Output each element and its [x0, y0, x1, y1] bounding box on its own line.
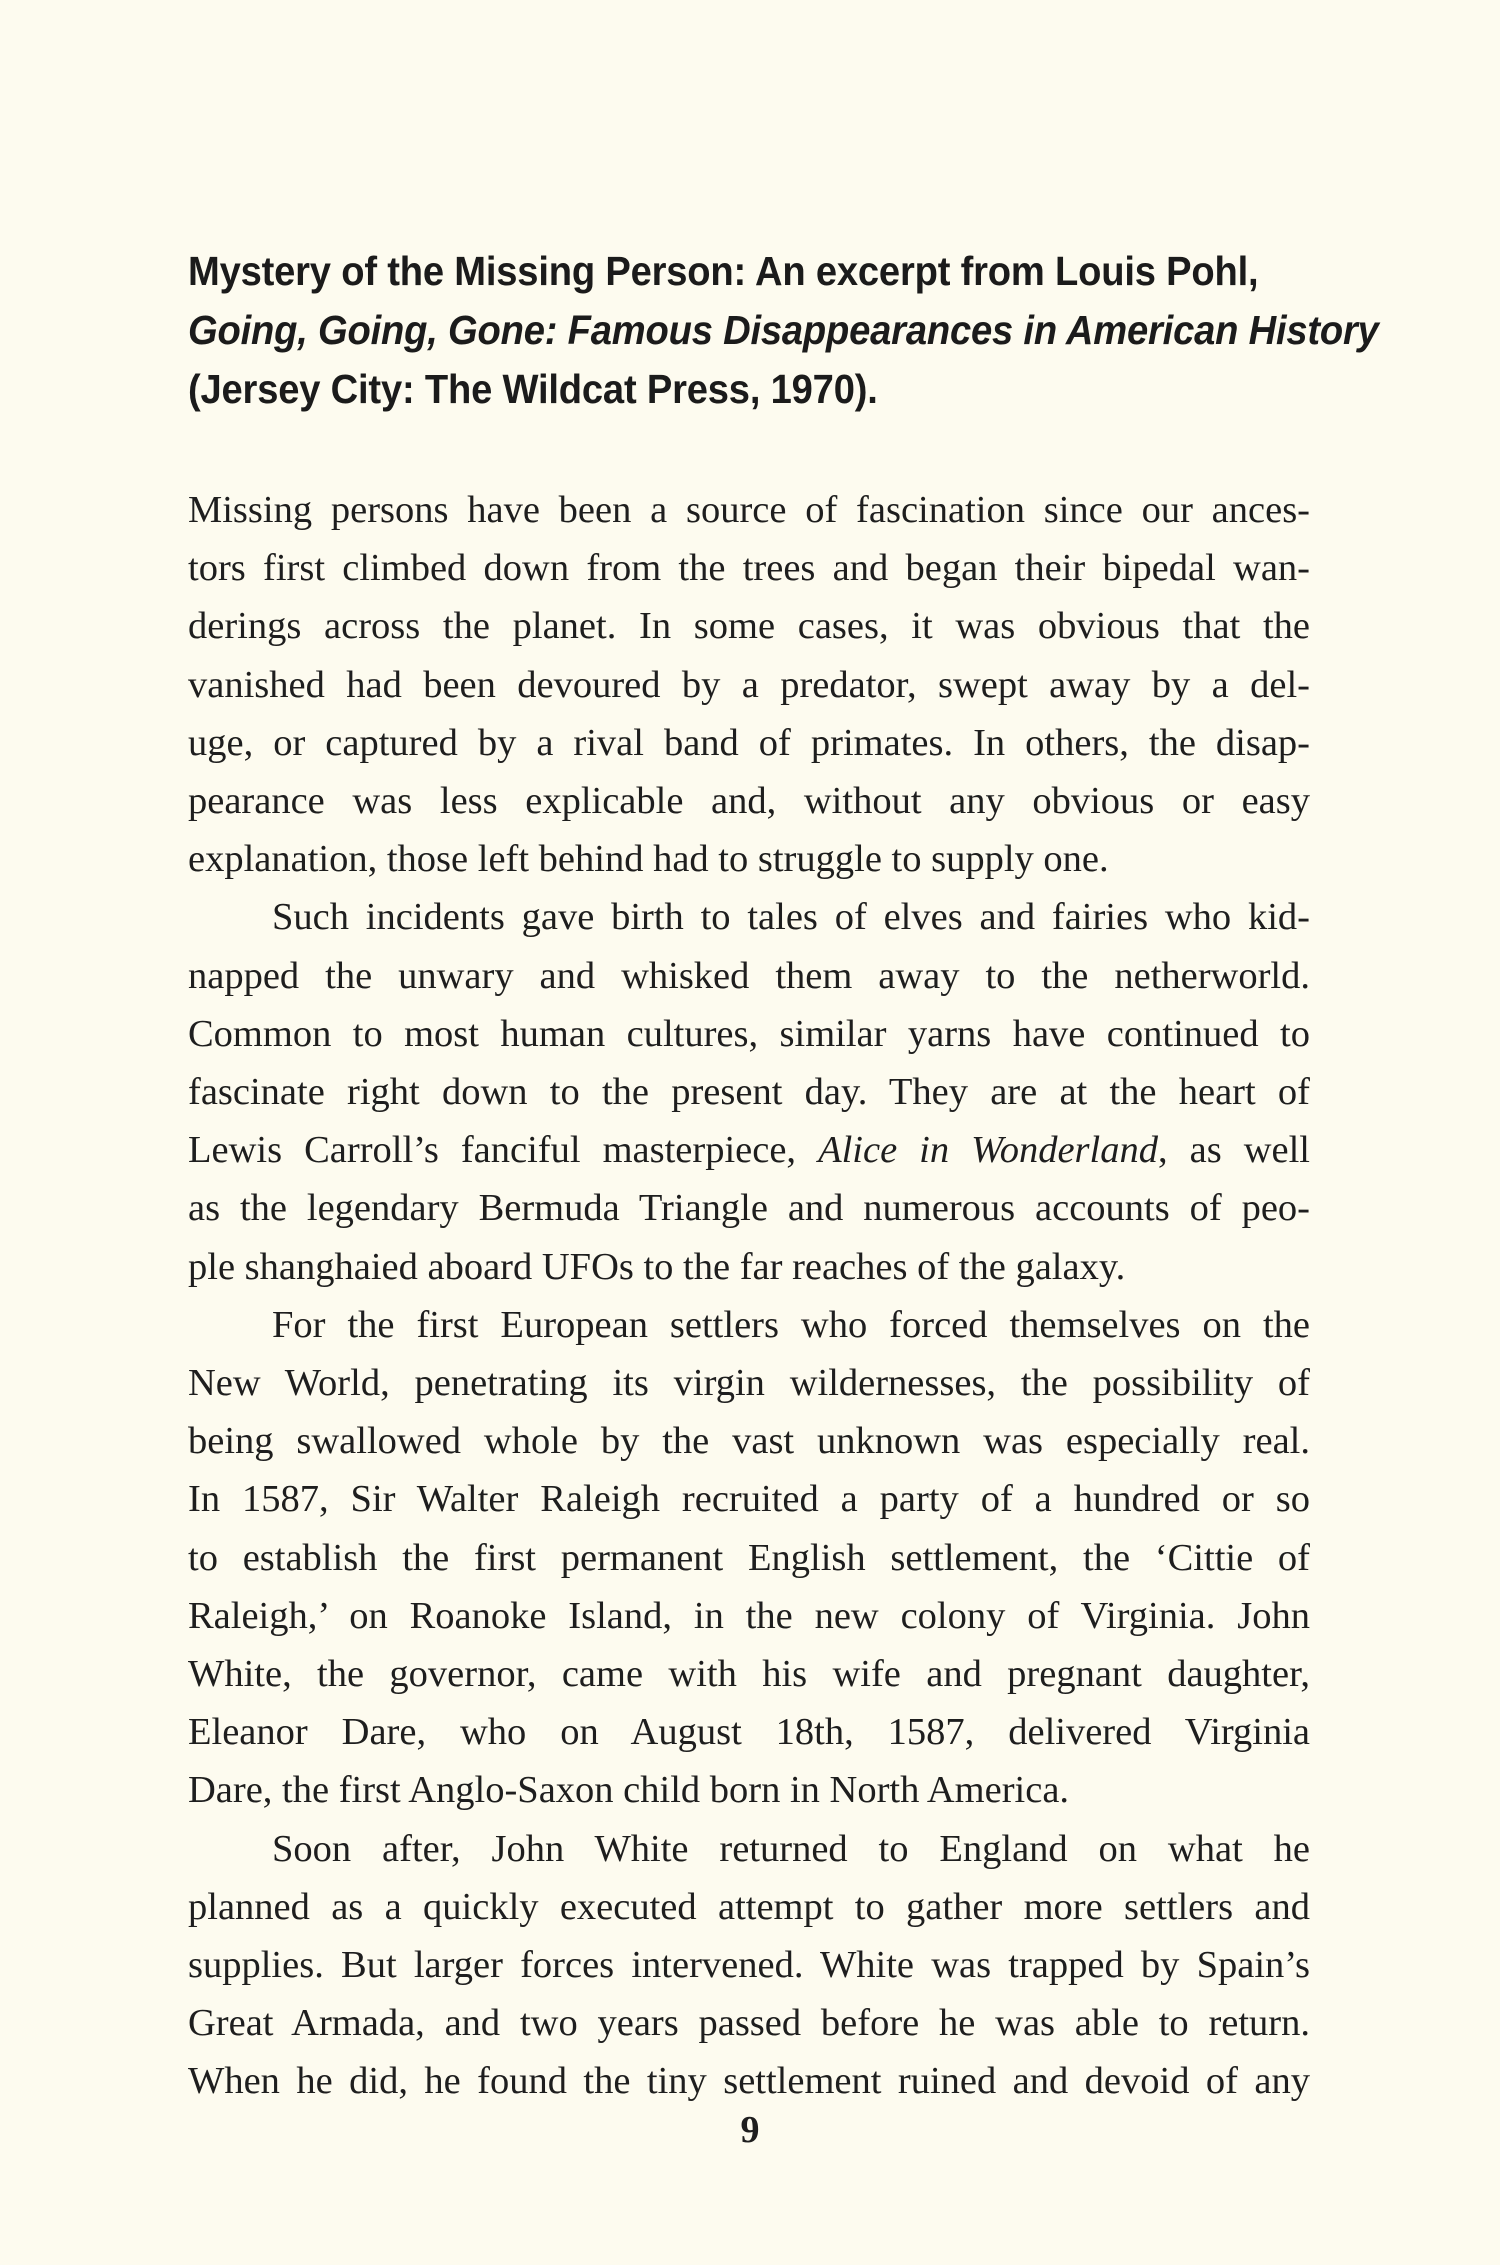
text-line: Great Armada, and two years passed before he was able to return. — [188, 2002, 1310, 2045]
text-line: explanation, those left behind had to struggle to supply one. — [188, 838, 1109, 881]
text-line: napped the unwary and whisked them away to the netherworld. — [188, 954, 1310, 997]
text-line: pearance was less explicable and, without any obvious or easy — [188, 780, 1310, 823]
text-line: Soon after, John White returned to England on what he — [272, 1827, 1310, 1870]
excerpt-heading — [188, 242, 1379, 419]
heading-line-3: (Jersey City: The Wildcat Press, 1970). — [188, 366, 878, 412]
text-line: planned as a quickly executed attempt to gather more settlers and — [188, 1885, 1310, 1928]
text-line: New World, penetrating its virgin wildernesses, the possibility of — [188, 1362, 1310, 1405]
text-line: tors first climbed down from the trees and began their bipedal wan- — [188, 547, 1310, 590]
heading-line-1: Mystery of the Missing Person: An excerpt from Louis Pohl, — [188, 248, 1259, 294]
text-line: vanished had been devoured by a predator, swept away by a del- — [188, 663, 1310, 706]
text-line: Dare, the first Anglo-Saxon child born in North America. — [188, 1769, 1070, 1812]
text-line: to establish the first permanent English settlement, the ‘Cittie of — [188, 1536, 1310, 1579]
text-run: , as well — [1157, 1129, 1310, 1172]
page-content — [188, 242, 1379, 2111]
text-line: derings across the planet. In some cases, it was obvious that the — [188, 605, 1310, 648]
paragraph-2 — [188, 888, 1310, 1295]
paragraph-3 — [188, 1296, 1310, 1820]
page-number: 9 — [740, 2109, 760, 2151]
text-line: In 1587, Sir Walter Raleigh recruited a party of a hundred or so — [188, 1478, 1310, 1521]
heading-line-2 — [188, 301, 1379, 360]
book-title: Going, Going, Gone: Famous Disappearances in American History — [188, 307, 1379, 353]
text-line-with-title — [188, 1121, 1310, 1179]
paragraph-1 — [188, 481, 1310, 888]
text-line: as the legendary Bermuda Triangle and numerous accounts of peo- — [188, 1187, 1310, 1230]
text-line: uge, or captured by a rival band of primates. In others, the disap- — [188, 721, 1310, 764]
text-line: Such incidents gave birth to tales of elves and fairies who kid- — [272, 896, 1310, 939]
text-line: being swallowed whole by the vast unknown was especially real. — [188, 1420, 1310, 1463]
paragraph-4 — [188, 1820, 1310, 2111]
alice-title: Alice in Wonderland — [818, 1129, 1158, 1172]
text-line: supplies. But larger forces intervened. White was trapped by Spain’s — [188, 1944, 1310, 1987]
body-text — [188, 481, 1310, 2111]
text-line: When he did, he found the tiny settlement ruined and devoid of any — [188, 2060, 1310, 2103]
text-line: Eleanor Dare, who on August 18th, 1587, delivered Virginia — [188, 1711, 1310, 1754]
text-line: For the first European settlers who forced themselves on the — [272, 1303, 1310, 1346]
text-line: Common to most human cultures, similar yarns have continued to — [188, 1012, 1310, 1055]
text-line: ple shanghaied aboard UFOs to the far reaches of the galaxy. — [188, 1245, 1126, 1288]
text-line: White, the governor, came with his wife and pregnant daughter, — [188, 1653, 1310, 1696]
text-line: Raleigh,’ on Roanoke Island, in the new colony of Virginia. John — [188, 1594, 1310, 1637]
text-run: Lewis Carroll’s fanciful masterpiece, — [188, 1129, 819, 1172]
text-line: Missing persons have been a source of fascination since our ances- — [188, 489, 1310, 531]
text-line: fascinate right down to the present day. They are at the heart of — [188, 1071, 1310, 1114]
